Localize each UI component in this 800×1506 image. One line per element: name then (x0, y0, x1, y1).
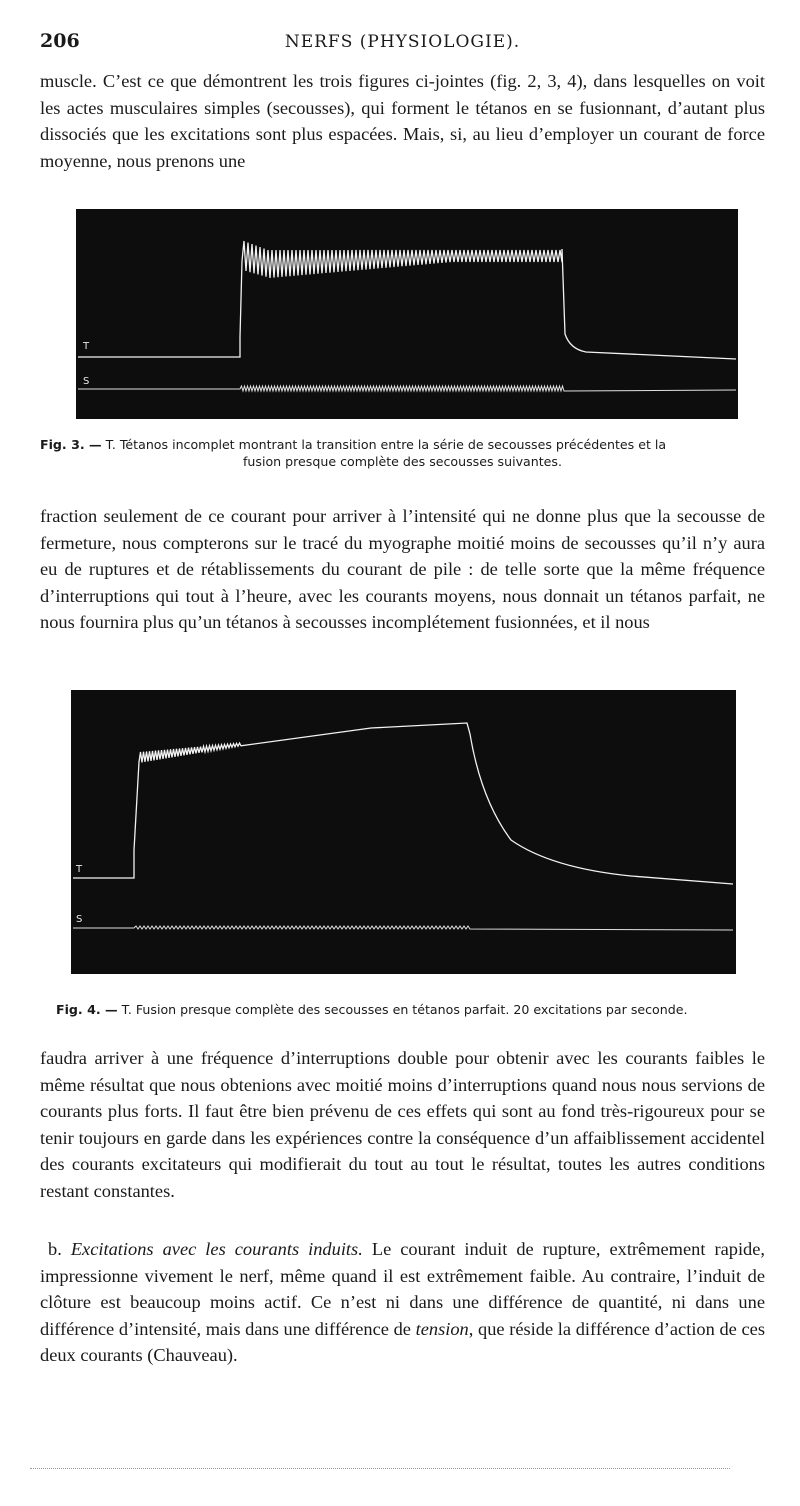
figure-4-myograph-line (73, 723, 733, 884)
figure-4-caption-text: T. Fusion presque complète des secousses en tétanos parfait. 20 excitations par seconde. (121, 1002, 688, 1017)
figure-3-caption-line-1: T. Tétanos incomplet montrant la transition entre la série de secousses précédentes et la (105, 437, 667, 452)
page-number: 206 (40, 30, 80, 52)
figure-3-caption-label: Fig. 3. — (40, 437, 102, 452)
figure-4-signal-line (73, 926, 733, 930)
figure-3-signal-line (78, 386, 736, 391)
paragraph-4-text-b: , que réside la différence d’action de ces deux courants (Chauveau). (40, 1318, 765, 1366)
figure-4-caption-label: Fig. 4. — (56, 1002, 118, 1017)
figure-3-trace-svg (76, 209, 738, 419)
paragraph-1: muscle. C’est ce que démontrent les trois figures ci-jointes (fig. 2, 3, 4), dans lesquelles on voit les actes musculaires simples (secousses), qui forment le tétanos en se fusionnant, d’autant plus dissociés que les excitations sont plus espacées. Mais, si, au lieu d’employer un courant de force moyenne, nous prenons une (40, 71, 765, 171)
figure-3-caption (40, 436, 765, 470)
figure-3-caption-line-2: fusion presque complète des secousses suivantes. (242, 454, 563, 469)
running-title: NERFS (PHYSIOLOGIE). (284, 32, 521, 52)
figure-3-myograph-trace (76, 209, 738, 419)
bottom-dotted-rule (30, 1468, 730, 1469)
paragraph-4-italic-heading: Excitations avec les courants induits. (70, 1239, 363, 1259)
figure-4-myograph-trace (71, 690, 736, 974)
paragraph-4-prefix: b. (48, 1239, 71, 1259)
figure-4-trace-svg (71, 690, 736, 974)
running-head (40, 30, 765, 58)
paragraph-4 (40, 1236, 765, 1369)
paragraph-4-text-a: Le courant induit de rupture, extrêmement rapide, impressionne vivement le nerf, même quand il est extrêmement faible. Au contraire, l’induit de clôture est beaucoup moins actif. Ce n’est ni dans une différence de quantité, ni dans une différence d’intensité, mais dans une différence de (40, 1239, 766, 1339)
figure-4-label-s: S (76, 914, 83, 925)
figure-3-label-t: T (83, 341, 90, 352)
paragraph-3: faudra arriver à une fréquence d’interruptions double pour obtenir avec les courants faibles le même résultat que nous obtenions avec moitié moins d’interruptions quand nous nous servions de courants plus forts. Il faut être bien prévenu de ces effets qui sont au fond très-rigoureux pour se tenir toujours en garde dans les expériences contre la conséquence d’un affaiblissement accidentel des courants excitateurs qui modifierait du tout au tout le résultat, toutes les autres conditions restant constantes. (40, 1048, 765, 1201)
paragraph-2: fraction seulement de ce courant pour arriver à l’intensité qui ne donne plus que la secousse de fermeture, nous compterons sur le tracé du myographe moitié moins de secousses qu’il n’y aura eu de ruptures et de rétablissements du courant de pile : de telle sorte que la même fréquence d’interruptions qui tout à l’heure, avec les courants moyens, nous donnait un tétanos parfait, ne nous fournira plus qu’un tétanos à secousses incomplétement fusionnées, et il nous (40, 506, 765, 633)
figure-4-caption (56, 1001, 766, 1018)
figure-3-myograph-line (78, 241, 736, 359)
figure-4-label-t: T (76, 864, 83, 875)
figure-3-label-s: S (83, 376, 90, 387)
paragraph-4-italic-word: tension (415, 1318, 469, 1339)
